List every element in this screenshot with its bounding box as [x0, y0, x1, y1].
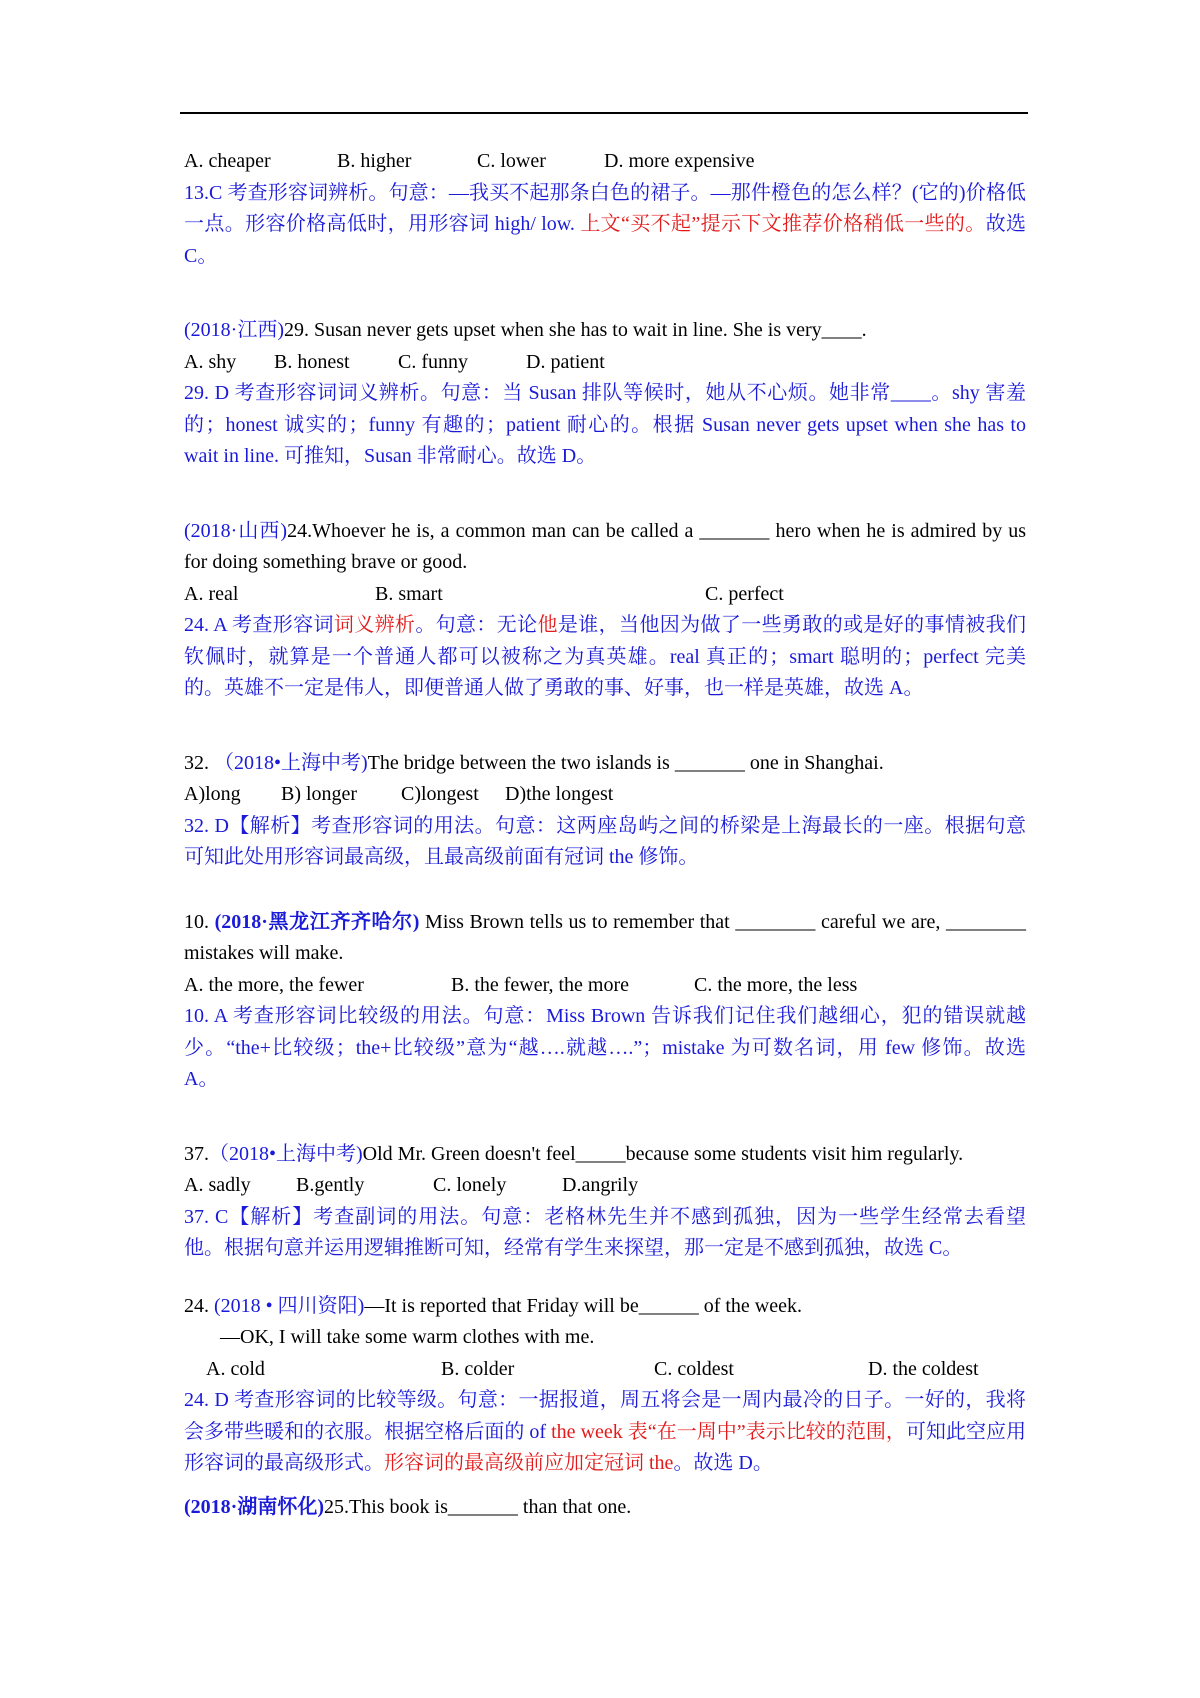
- q25-stem: (2018·湖南怀化)25.This book is_______ than that one.: [184, 1495, 632, 1518]
- q13-answer: 13.C 考查形容词辨析。句意：—我买不起那条白色的裙子。—那件橙色的怎么样？(它的)价格低一点。形容价格高低时，用形容词 high/ low. 上文“买不起”提示下文推荐价格稍低一些的。故选 C。: [184, 181, 1027, 267]
- option: A. the more, the fewer: [184, 973, 364, 996]
- q24b-reply: —OK, I will take some warm clothes with me.: [220, 1326, 595, 1348]
- option: D. patient: [526, 350, 605, 373]
- option: A. cold: [206, 1357, 265, 1380]
- option: C. funny: [398, 350, 468, 373]
- q10-answer: 10. A 考查形容词比较级的用法。句意：Miss Brown 告诉我们记住我们越细心，犯的错误就越少。“the+比较级；the+比较级”意为“越….就越….”；mistake 为可数名词，用 few 修饰。故选 A。: [184, 1005, 1026, 1090]
- q29-answer: 29. D 考查形容词词义辨析。句意：当 Susan 排队等候时，她从不心烦。她非常____。shy 害羞的；honest 诚实的；funny 有趣的；patient 耐心的。根据 Susan never gets upset when she has to wait in line. 可推知，Susan 非常耐心。故选 D。: [184, 382, 1026, 467]
- q32-options: [184, 779, 1026, 811]
- q37-options: [184, 1170, 1026, 1202]
- q24b-answer: 24. D 考查形容词的比较等级。句意：一据报道，周五将会是一周内最冷的日子。一好的，我将会多带些暖和的衣服。根据空格后面的 of the week 表“在一周中”表示比较的范围，可知此空应用形容词的最高级形式。形容词的最高级前应加定冠词 the。故选 D。: [184, 1389, 1027, 1474]
- option: D.angrily: [562, 1174, 639, 1196]
- option: A. sadly: [184, 1174, 251, 1196]
- option: C)longest: [401, 783, 479, 805]
- option: D. more expensive: [604, 150, 755, 172]
- q24a-stem: (2018·山西)24.Whoever he is, a common man can be called a _______ hero when he is admired by us for doing something brave or good.: [184, 519, 1027, 573]
- q37-answer: 37. C【解析】考查副词的用法。句意：老格林先生并不感到孤独，因为一些学生经常去看望他。根据句意并运用逻辑推断可知，经常有学生来探望，那一定是不感到孤独，故选 C。: [184, 1205, 1026, 1259]
- option: A. real: [184, 582, 239, 605]
- option: A. shy: [184, 350, 237, 373]
- q24b-options: [184, 1354, 1026, 1386]
- option: C. perfect: [705, 582, 784, 605]
- q29-stem: (2018·江西)29. Susan never gets upset when she has to wait in line. She is very____.: [184, 319, 867, 341]
- q24b-stem: 24. (2018 • 四川资阳)—It is reported that Friday will be______ of the week.: [184, 1294, 803, 1317]
- q32-answer: 32. D【解析】考查形容词的用法。句意：这两座岛屿之间的桥梁是上海最长的一座。根据句意可知此处用形容词最高级，且最高级前面有冠词 the 修饰。: [184, 814, 1026, 868]
- option: C. lower: [477, 150, 546, 172]
- option: C. coldest: [654, 1357, 734, 1380]
- q10-options: [184, 970, 1026, 1002]
- q37-stem: 37.（2018•上海中考)Old Mr. Green doesn't feel_____because some students visit him regularly.: [184, 1142, 964, 1165]
- header-rule: [180, 112, 1028, 114]
- option: B. smart: [375, 582, 443, 605]
- option: B.gently: [296, 1174, 365, 1196]
- option: D)the longest: [505, 783, 614, 805]
- option: C. lonely: [433, 1174, 507, 1196]
- option: A)long: [184, 783, 241, 805]
- q13-options: [184, 146, 1026, 178]
- option: B. colder: [441, 1357, 515, 1380]
- option: B. the fewer, the more: [451, 973, 630, 996]
- q24a-options: [184, 579, 1026, 611]
- document-content: [184, 146, 1026, 1523]
- q10-stem: 10. (2018·黑龙江齐齐哈尔) Miss Brown tells us to remember that ________ careful we are, ________ mistakes will make.: [184, 910, 1026, 964]
- option: B. higher: [337, 150, 412, 172]
- q24a-answer: 24. A 考查形容词词义辨析。句意：无论他是谁，当他因为做了一些勇敢的或是好的事情被我们钦佩时，就算是一个普通人都可以被称之为真英雄。real 真正的；smart 聪明的；perfect 完美的。英雄不一定是伟人，即便普通人做了勇敢的事、好事，也一样是英雄，故选 A。: [184, 614, 1027, 699]
- option: B. honest: [274, 350, 350, 373]
- option: B) longer: [281, 783, 358, 805]
- option: C. the more, the less: [694, 973, 858, 996]
- option: A. cheaper: [184, 150, 271, 172]
- q29-options: [184, 347, 1026, 379]
- option: D. the coldest: [868, 1357, 979, 1380]
- q32-stem: 32. （2018•上海中考)The bridge between the two islands is _______ one in Shanghai.: [184, 751, 884, 774]
